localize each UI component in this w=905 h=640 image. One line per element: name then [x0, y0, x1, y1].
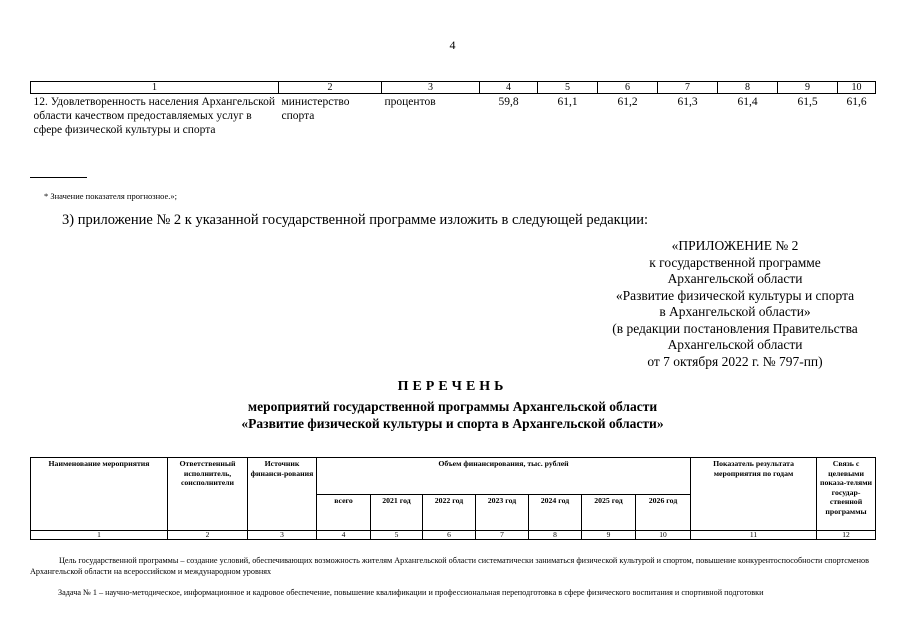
page-number: 4 [449, 38, 456, 52]
header-cell: 9 [778, 82, 838, 94]
column-number: 3 [248, 531, 317, 540]
program-task: Задача № 1 – научно-методическое, информационное и кадровое обеспечение, повышение квалификации и профессиональная переподготовка в сфере физического воспитания и спортивной подготовки [58, 588, 764, 597]
col-header-executor: Ответственный исполнитель, соисполнители [168, 458, 248, 531]
column-number: 6 [423, 531, 476, 540]
col-subheader: 2021 год [371, 494, 423, 531]
indicator-value: 61,6 [846, 96, 867, 108]
appendix-line: (в редакции постановления Правительства [612, 320, 858, 336]
indicator-value: 59,8 [498, 96, 519, 108]
column-number: 4 [317, 531, 371, 540]
header-cell: 4 [480, 82, 538, 94]
column-number: 5 [371, 531, 423, 540]
col-header-link: Связь с целевыми показа-телями государ-ственной программы [817, 458, 876, 531]
col-subheader: 2025 год [582, 494, 636, 531]
column-number: 12 [817, 531, 876, 540]
appendix-line: в Архангельской области» [659, 304, 811, 319]
col-header-name: Наименование мероприятия [31, 458, 168, 531]
col-subheader: 2022 год [423, 494, 476, 531]
indicator-executor: министерство спорта [281, 96, 350, 122]
document-subtitle: мероприятий государственной программы Архангельской области [247, 399, 658, 414]
header-cell: 10 [838, 82, 876, 94]
measures-header-row [31, 458, 876, 495]
appendix-header [585, 238, 885, 370]
col-header-source: Источник финанси-рования [248, 458, 317, 531]
col-subheader: всего [317, 494, 371, 531]
appendix-line: от 7 октября 2022 г. № 797-пп) [647, 353, 823, 369]
footnote-divider [30, 177, 87, 178]
header-cell: 7 [658, 82, 718, 94]
column-number-row [31, 531, 876, 540]
indicator-value: 61,5 [797, 96, 818, 108]
amendment-paragraph: 3) приложение № 2 к указанной государственной программе изложить в следующей редакции: [62, 212, 649, 228]
appendix-line: «Развитие физической культуры и спорта [615, 287, 855, 303]
footnote: * Значение показателя прогнозное.»; [44, 191, 178, 201]
appendix-line: к государственной программе [649, 254, 821, 270]
indicator-name: 12. Удовлетворенность населения Архангельской области качеством предоставляемых услуг в сфере физической культуры и спорта [33, 96, 276, 136]
col-subheader: 2024 год [529, 494, 582, 531]
column-number: 7 [476, 531, 529, 540]
header-cell: 1 [31, 82, 279, 94]
document-title: ПЕРЕЧЕНЬ [397, 379, 508, 394]
column-number: 9 [582, 531, 636, 540]
header-cell: 5 [538, 82, 598, 94]
col-subheader: 2026 год [636, 494, 691, 531]
appendix-line: Архангельской области [667, 337, 803, 352]
header-cell: 3 [382, 82, 480, 94]
column-number: 8 [529, 531, 582, 540]
header-cell: 8 [718, 82, 778, 94]
indicators-table [30, 81, 876, 137]
header-cell: 2 [279, 82, 382, 94]
col-subheader: 2023 год [476, 494, 529, 531]
indicator-value: 61,2 [617, 96, 638, 108]
appendix-line: «ПРИЛОЖЕНИЕ № 2 [671, 238, 799, 253]
program-goal: Цель государственной программы – создание условий, обеспечивающих возможность жителям Архангельской области систематически заниматься физической культурой и спортом, повышение конкурентоспособности спортсменов Архангельской области на всероссийском и международном уровнях [30, 556, 870, 576]
indicator-value: 61,4 [737, 96, 758, 108]
col-header-result: Показатель результата мероприятия по годам [691, 458, 817, 531]
column-number: 1 [31, 531, 168, 540]
indicator-value: 61,1 [557, 96, 578, 108]
indicators-header-row [31, 82, 876, 94]
indicator-value: 61,3 [677, 96, 698, 108]
column-number: 10 [636, 531, 691, 540]
col-header-financing: Объем финансирования, тыс. рублей [317, 458, 691, 495]
document-subtitle: «Развитие физической культуры и спорта в Архангельской области» [241, 416, 664, 431]
measures-table [30, 457, 876, 540]
table-row [31, 94, 876, 138]
column-number: 2 [168, 531, 248, 540]
appendix-line: Архангельской области [667, 271, 803, 286]
column-number: 11 [691, 531, 817, 540]
indicator-unit: процентов [384, 96, 436, 108]
header-cell: 6 [598, 82, 658, 94]
